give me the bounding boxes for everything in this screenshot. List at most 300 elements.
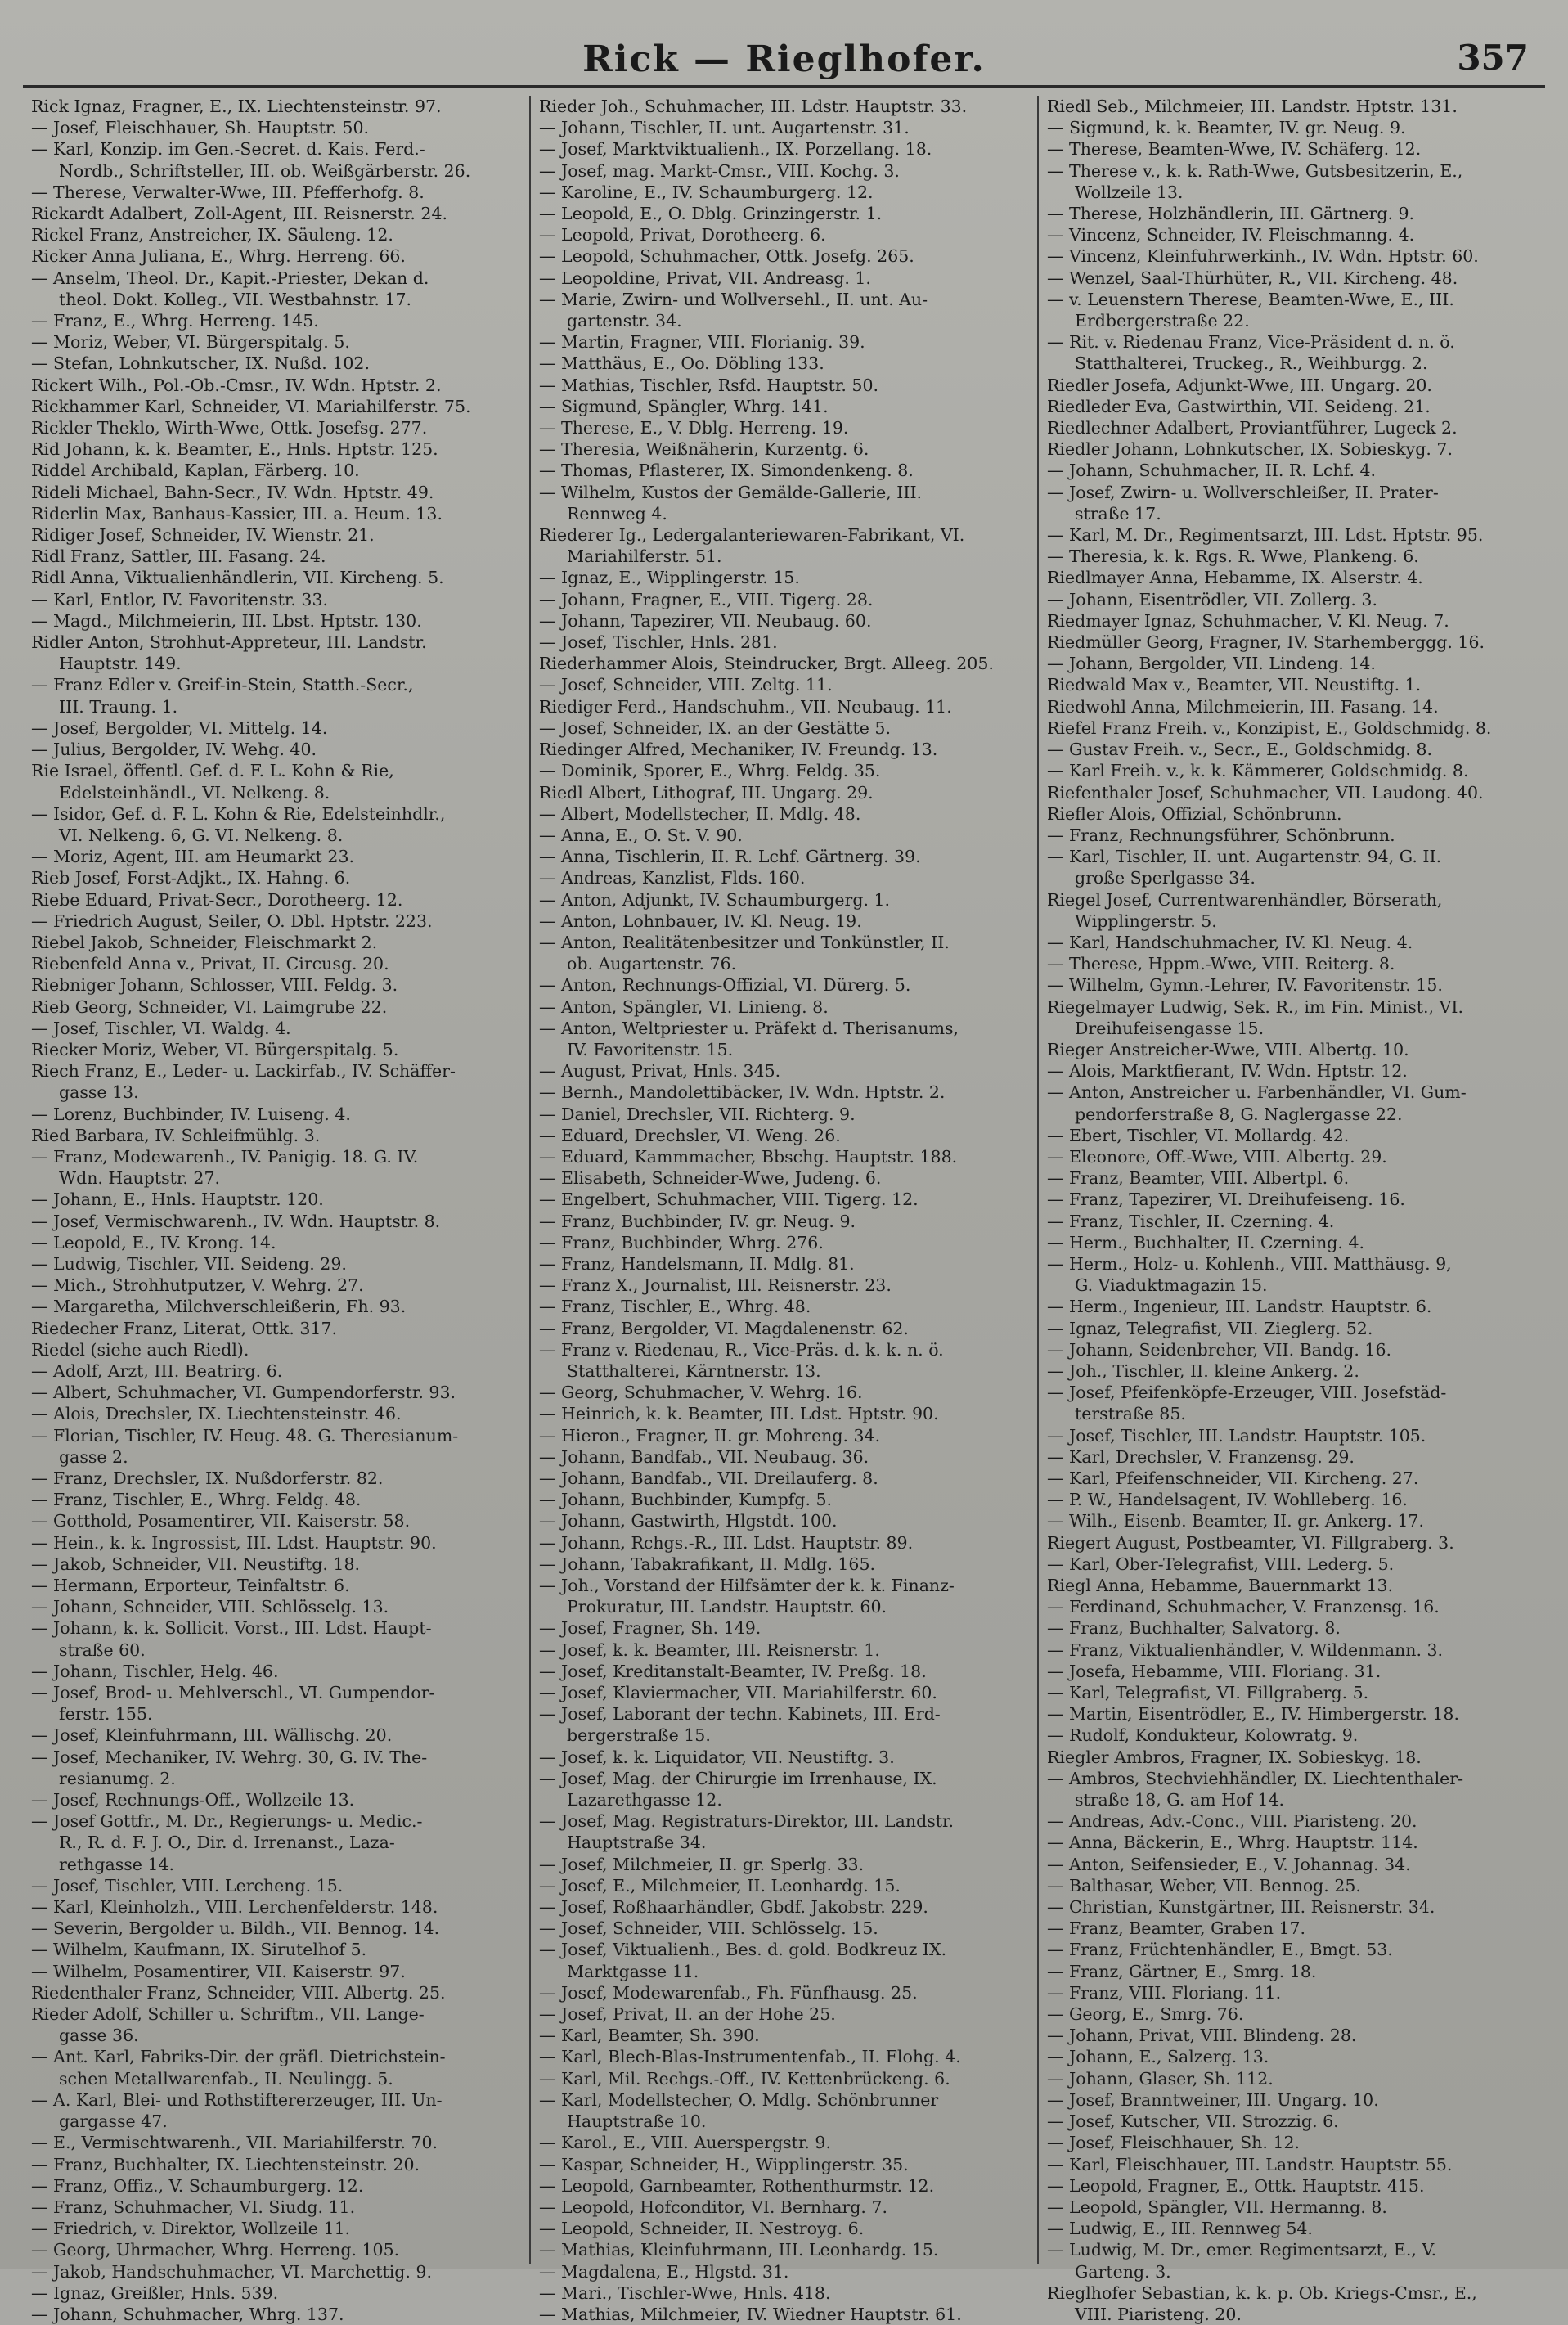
directory-sub-entry: — Josefa, Hebamme, VIII. Floriang. 31.: [1047, 1661, 1382, 1681]
directory-entry-continuation: Rennweg 4.: [567, 503, 667, 524]
directory-sub-entry: — Leopold, Privat, Dorotheerg. 6.: [539, 225, 826, 245]
directory-entry-continuation: Dreihufeisengasse 15.: [1075, 1018, 1265, 1038]
directory-entry-continuation: Statthalterei, Truckeg., R., Weihburgg. 2.: [1075, 353, 1428, 374]
directory-sub-entry: — Hein., k. k. Ingrossist, III. Ldst. Hauptstr. 90.: [31, 1532, 437, 1553]
directory-sub-entry: — Elisabeth, Schneider-Wwe, Judeng. 6.: [539, 1168, 882, 1189]
directory-entry: Riegler Ambros, Fragner, IX. Sobieskyg. 18.: [1047, 1747, 1422, 1767]
directory-sub-entry: — Josef, Kutscher, VII. Strozzig. 6.: [1047, 2111, 1339, 2132]
directory-sub-entry: — Magdalena, E., Hlgstd. 31.: [539, 2261, 789, 2282]
directory-sub-entry: — Johann, Bergolder, VII. Lindeng. 14.: [1047, 654, 1376, 674]
directory-sub-entry: — Franz, Buchhalter, Salvatorg. 8.: [1047, 1618, 1341, 1639]
directory-sub-entry: — Mari., Tischler-Wwe, Hnls. 418.: [539, 2282, 831, 2303]
directory-entry: Rieb Josef, Forst-Adjkt., IX. Hahng. 6.: [31, 868, 351, 888]
directory-sub-entry: — Karl, Tischler, II. unt. Augartenstr. 94, G. II.: [1047, 847, 1442, 867]
directory-sub-entry: — Andreas, Adv.-Conc., VIII. Piaristeng. 20.: [1047, 1811, 1417, 1832]
directory-entry-continuation: Hauptstraße 34.: [567, 1833, 707, 1853]
directory-entry: Riedel (siehe auch Riedl).: [31, 1339, 249, 1360]
directory-entry-continuation: straße 18, G. am Hof 14.: [1075, 1790, 1285, 1810]
directory-entry: Riebenfeld Anna v., Privat, II. Circusg. 20.: [31, 954, 389, 974]
directory-sub-entry: — Johann, Gastwirth, Hlgstdt. 100.: [539, 1511, 838, 1531]
directory-sub-entry: — Therese, Hppm.-Wwe, VIII. Reiterg. 8.: [1047, 954, 1395, 974]
directory-entry: Riedler Josefa, Adjunkt-Wwe, III. Ungarg. 20.: [1047, 375, 1432, 395]
directory-sub-entry: — Isidor, Gef. d. F. L. Kohn & Rie, Edelsteinhdlr.,: [31, 803, 446, 824]
directory-sub-entry: — Franz, Viktualienhändler, V. Wildenmann. 3.: [1047, 1639, 1444, 1660]
directory-entry: Riedleder Eva, Gastwirthin, VII. Seideng. 21.: [1047, 396, 1431, 416]
directory-entry: Ried Barbara, IV. Schleifmühlg. 3.: [31, 1125, 321, 1145]
page-header: [23, 33, 1545, 88]
directory-sub-entry: — Josef, Kreditanstalt-Beamter, IV. Preßg. 18.: [539, 1661, 927, 1681]
directory-sub-entry: — Karl, Kleinholzh., VIII. Lerchenfelderstr. 148.: [31, 1897, 438, 1918]
directory-sub-entry: — Wilhelm, Kaufmann, IX. Sirutelhof 5.: [31, 1940, 367, 1960]
directory-entry: Riedl Albert, Lithograf, III. Ungarg. 29.: [539, 782, 874, 803]
directory-sub-entry: — Johann, Schuhmacher, Whrg. 137.: [31, 2304, 344, 2324]
directory-sub-entry: — Josef, Tischler, VIII. Lercheng. 15.: [31, 1875, 344, 1896]
directory-sub-entry: — Julius, Bergolder, IV. Wehg. 40.: [31, 740, 317, 760]
directory-sub-entry: — Kaspar, Schneider, H., Wipplingerstr. 35.: [539, 2154, 909, 2174]
directory-sub-entry: — Eleonore, Off.-Wwe, VIII. Albertg. 29.: [1047, 1146, 1387, 1167]
directory-sub-entry: — Franz, E., Whrg. Herreng. 145.: [31, 311, 319, 331]
directory-sub-entry: — Anton, Rechnungs-Offizial, VI. Dürerg. 5.: [539, 975, 911, 996]
directory-sub-entry: — Karl, Handschuhmacher, IV. Kl. Neug. 4.: [1047, 932, 1413, 952]
directory-entry-continuation: G. Viaduktmagazin 15.: [1075, 1275, 1268, 1296]
directory-sub-entry: — Rudolf, Kondukteur, Kolowratg. 9.: [1047, 1725, 1359, 1746]
directory-sub-entry: — Mathias, Milchmeier, IV. Wiedner Hauptstr. 61.: [539, 2304, 962, 2324]
directory-entry: Rie Israel, öffentl. Gef. d. F. L. Kohn & Rie,: [31, 761, 394, 781]
directory-sub-entry: — Anna, Tischlerin, II. R. Lchf. Gärtnerg. 39.: [539, 847, 921, 867]
directory-sub-entry: — Johann, Fragner, E., VIII. Tigerg. 28.: [539, 589, 874, 609]
directory-sub-entry: — Josef, mag. Markt-Cmsr., VIII. Kochg. 3.: [539, 160, 900, 181]
directory-entry-continuation: Garteng. 3.: [1075, 2261, 1171, 2282]
directory-sub-entry: — Severin, Bergolder u. Bildh., VII. Bennog. 14.: [31, 1918, 440, 1939]
directory-entry: Rickel Franz, Anstreicher, IX. Säuleng. 12.: [31, 225, 393, 245]
directory-sub-entry: — Josef Gottfr., M. Dr., Regierungs- u. Medic.-: [31, 1811, 423, 1832]
directory-sub-entry: — Hermann, Erporteur, Teinfaltstr. 6.: [31, 1576, 350, 1596]
directory-sub-entry: — Karl, Beamter, Sh. 390.: [539, 2026, 760, 2046]
directory-sub-entry: — Johann, Glaser, Sh. 112.: [1047, 2068, 1274, 2089]
directory-sub-entry: — Stefan, Lohnkutscher, IX. Nußd. 102.: [31, 353, 370, 374]
directory-sub-entry: — Leopold, Spängler, VII. Hermanng. 8.: [1047, 2197, 1387, 2217]
directory-entry: Riegert August, Postbeamter, VI. Fillgraberg. 3.: [1047, 1532, 1454, 1553]
directory-sub-entry: — Leopold, E., O. Dblg. Grinzingerstr. 1.: [539, 204, 883, 224]
directory-sub-entry: — Franz, Offiz., V. Schaumburgerg. 12.: [31, 2175, 364, 2196]
directory-sub-entry: — Joh., Tischler, II. kleine Ankerg. 2.: [1047, 1360, 1359, 1381]
directory-sub-entry: — Josef, Milchmeier, II. gr. Sperlg. 33.: [539, 1854, 865, 1874]
directory-sub-entry: — Franz X., Journalist, III. Reisnerstr. 23.: [539, 1275, 892, 1296]
directory-entry-continuation: bergerstraße 15.: [567, 1725, 711, 1746]
directory-entry-continuation: VI. Nelkeng. 6, G. VI. Nelkeng. 8.: [59, 825, 344, 845]
directory-entry: Riedlechner Adalbert, Proviantführer, Lugeck 2.: [1047, 418, 1458, 438]
directory-sub-entry: — Johann, Tabakrafikant, II. Mdlg. 165.: [539, 1554, 876, 1574]
directory-entry: Riebe Eduard, Privat-Secr., Dorotheerg. 12.: [31, 889, 403, 910]
directory-sub-entry: — Heinrich, k. k. Beamter, III. Ldst. Hptstr. 90.: [539, 1404, 939, 1424]
directory-sub-entry: — Anton, Anstreicher u. Farbenhändler, VI. Gum-: [1047, 1082, 1467, 1103]
directory-sub-entry: — Josef, E., Milchmeier, II. Leonhardg. 15.: [539, 1875, 901, 1896]
directory-sub-entry: — Franz, Buchbinder, Whrg. 276.: [539, 1232, 824, 1252]
directory-sub-entry: — Thomas, Pflasterer, IX. Simondenkeng. 8.: [539, 461, 914, 481]
directory-sub-entry: — Karl, Drechsler, V. Franzensg. 29.: [1047, 1446, 1355, 1467]
directory-sub-entry: — Georg, Schuhmacher, V. Wehrg. 16.: [539, 1383, 863, 1403]
directory-sub-entry: — Herm., Ingenieur, III. Landstr. Hauptstr. 6.: [1047, 1297, 1432, 1317]
directory-entry-continuation: Hauptstr. 149.: [59, 654, 182, 674]
directory-entry-continuation: pendorferstraße 8, G. Naglergasse 22.: [1075, 1104, 1403, 1124]
directory-sub-entry: — Leopoldine, Privat, VII. Andreasg. 1.: [539, 268, 871, 288]
directory-sub-entry: — Anton, Seifensieder, E., V. Johannag. 34.: [1047, 1854, 1411, 1874]
directory-entry-continuation: IV. Favoritenstr. 15.: [567, 1039, 734, 1059]
directory-entry: Riedinger Alfred, Mechaniker, IV. Freundg. 13.: [539, 740, 938, 760]
directory-entry: Rick Ignaz, Fragner, E., IX. Liechtensteinstr. 97.: [31, 97, 442, 116]
directory-entry-continuation: ob. Augartenstr. 76.: [567, 954, 737, 974]
directory-entry-continuation: Edelsteinhändl., VI. Nelkeng. 8.: [59, 782, 330, 803]
directory-entry-continuation: gasse 36.: [59, 2026, 139, 2046]
directory-sub-entry: — Karl, Fleischhauer, III. Landstr. Hauptstr. 55.: [1047, 2154, 1453, 2174]
directory-sub-entry: — Josef, Mechaniker, IV. Wehrg. 30, G. IV. The-: [31, 1747, 428, 1767]
directory-sub-entry: — Johann, Schneider, VIII. Schlösselg. 13.: [31, 1597, 389, 1617]
directory-entry: Riedmayer Ignaz, Schuhmacher, V. Kl. Neug. 7.: [1047, 610, 1449, 631]
directory-sub-entry: — Moriz, Agent, III. am Heumarkt 23.: [31, 847, 355, 867]
directory-sub-entry: — Johann, Buchbinder, Kumpfg. 5.: [539, 1490, 833, 1510]
directory-sub-entry: — Josef, Zwirn- u. Wollverschleißer, II. Prater-: [1047, 482, 1439, 502]
directory-sub-entry: — Franz, Tapezirer, VI. Dreihufeiseng. 16.: [1047, 1189, 1405, 1210]
directory-sub-entry: — Anna, Bäckerin, E., Whrg. Hauptstr. 114.: [1047, 1833, 1418, 1853]
directory-sub-entry: — Friedrich, v. Direktor, Wollzeile 11.: [31, 2219, 351, 2239]
directory-sub-entry: — Theresia, Weißnäherin, Kurzentg. 6.: [539, 439, 869, 460]
directory-sub-entry: — Ignaz, E., Wipplingerstr. 15.: [539, 568, 800, 588]
directory-entry: Riedl Seb., Milchmeier, III. Landstr. Hptstr. 131.: [1047, 97, 1458, 116]
directory-sub-entry: — Herm., Holz- u. Kohlenh., VIII. Matthäusg. 9,: [1047, 1253, 1452, 1274]
directory-entry: Riefel Franz Freih. v., Konzipist, E., Goldschmidg. 8.: [1047, 717, 1492, 738]
directory-sub-entry: — Georg, E., Smrg. 76.: [1047, 2004, 1244, 2025]
directory-sub-entry: — Ambros, Stechviehhändler, IX. Liechtenthaler-: [1047, 1768, 1464, 1788]
directory-sub-entry: — Therese, E., V. Dblg. Herreng. 19.: [539, 418, 849, 438]
directory-sub-entry: — Franz, Bergolder, VI. Magdalenenstr. 62.: [539, 1318, 909, 1338]
directory-entry-continuation: straße 17.: [1075, 503, 1161, 524]
directory-sub-entry: — Balthasar, Weber, VII. Bennog. 25.: [1047, 1875, 1361, 1896]
directory-sub-entry: — Mich., Strohhutputzer, V. Wehrg. 27.: [31, 1275, 364, 1296]
directory-sub-entry: — Karl, Blech-Blas-Instrumentenfab., II. Flohg. 4.: [539, 2047, 961, 2067]
directory-sub-entry: — Albert, Modellstecher, II. Mdlg. 48.: [539, 803, 861, 824]
directory-sub-entry: — Franz, Tischler, II. Czerning. 4.: [1047, 1211, 1335, 1231]
directory-sub-entry: — Josef, Privat, II. an der Hohe 25.: [539, 2004, 836, 2025]
directory-sub-entry: — Franz, Beamter, VIII. Albertpl. 6.: [1047, 1168, 1350, 1189]
directory-sub-entry: — Karol., E., VIII. Auerspergstr. 9.: [539, 2133, 831, 2153]
directory-sub-entry: — Josef, Mag. der Chirurgie im Irrenhause, IX.: [539, 1768, 937, 1788]
directory-sub-entry: — Wenzel, Saal-Thürhüter, R., VII. Kircheng. 48.: [1047, 268, 1458, 288]
directory-sub-entry: — Anna, E., O. St. V. 90.: [539, 825, 743, 845]
directory-entry-continuation: Mariahilferstr. 51.: [567, 546, 722, 567]
directory-sub-entry: — Gustav Freih. v., Secr., E., Goldschmidg. 8.: [1047, 740, 1433, 760]
directory-sub-entry: — Wilhelm, Kustos der Gemälde-Gallerie, III.: [539, 482, 923, 502]
directory-entry-continuation: Marktgasse 11.: [567, 1961, 699, 1981]
directory-sub-entry: — Eduard, Drechsler, VI. Weng. 26.: [539, 1125, 841, 1145]
directory-entry: Riderlin Max, Banhaus-Kassier, III. a. Heum. 13.: [31, 503, 443, 524]
directory-entry: Riegl Anna, Hebamme, Bauernmarkt 13.: [1047, 1576, 1394, 1596]
directory-sub-entry: — Leopold, Garnbeamter, Rothenthurmstr. 12.: [539, 2175, 935, 2196]
directory-sub-entry: — Franz, Handelsmann, II. Mdlg. 81.: [539, 1253, 855, 1274]
directory-sub-entry: — Franz, Früchtenhändler, E., Bmgt. 53.: [1047, 1940, 1393, 1960]
directory-sub-entry: — Daniel, Drechsler, VII. Richterg. 9.: [539, 1104, 856, 1124]
directory-entry: Ridl Anna, Viktualienhändlerin, VII. Kircheng. 5.: [31, 568, 444, 588]
directory-sub-entry: — Karl, Entlor, IV. Favoritenstr. 33.: [31, 589, 329, 609]
directory-sub-entry: — Johann, Bandfab., VII. Dreilauferg. 8.: [539, 1468, 878, 1488]
directory-sub-entry: — Ferdinand, Schuhmacher, V. Franzensg. 16.: [1047, 1597, 1440, 1617]
directory-sub-entry: — Martin, Eisentrödler, E., IV. Himbergerstr. 18.: [1047, 1704, 1459, 1725]
directory-sub-entry: — Johann, Tapezirer, VII. Neubaug. 60.: [539, 610, 872, 631]
directory-sub-entry: — Jakob, Handschuhmacher, VI. Marchettig. 9.: [31, 2261, 432, 2282]
directory-sub-entry: — Franz, VIII. Floriang. 11.: [1047, 1982, 1282, 2003]
directory-sub-entry: — Herm., Buchhalter, II. Czerning. 4.: [1047, 1232, 1365, 1252]
directory-entry: Rickert Wilh., Pol.-Ob.-Cmsr., IV. Wdn. Hptstr. 2.: [31, 375, 442, 395]
directory-entry-continuation: große Sperlgasse 34.: [1075, 868, 1256, 888]
directory-sub-entry: — Franz v. Riedenau, R., Vice-Präs. d. k. k. n. ö.: [539, 1339, 944, 1360]
directory-sub-entry: — Christian, Kunstgärtner, III. Reisnerstr. 34.: [1047, 1897, 1435, 1918]
directory-entry-continuation: gasse 2.: [59, 1446, 128, 1467]
directory-sub-entry: — Johann, Seidenbreher, VII. Bandg. 16.: [1047, 1339, 1392, 1360]
directory-sub-entry: — Ebert, Tischler, VI. Mollardg. 42.: [1047, 1125, 1350, 1145]
directory-sub-entry: — Ludwig, M. Dr., emer. Regimentsarzt, E., V.: [1047, 2240, 1437, 2260]
directory-entry-continuation: Lazarethgasse 12.: [567, 1790, 722, 1810]
columns: [23, 96, 1545, 2324]
directory-entry-continuation: Erdbergerstraße 22.: [1075, 311, 1250, 331]
directory-sub-entry: — Vincenz, Kleinfuhrwerkinh., IV. Wdn. Hptstr. 60.: [1047, 246, 1479, 267]
directory-sub-entry: — Karl Freih. v., k. k. Kämmerer, Goldschmidg. 8.: [1047, 761, 1469, 781]
directory-entry-continuation: R., R. d. F. J. O., Dir. d. Irrenanst., Laza-: [59, 1833, 395, 1853]
directory-sub-entry: — Josef, k. k. Liquidator, VII. Neustiftg. 3.: [539, 1747, 895, 1767]
directory-sub-entry: — Leopold, Hofconditor, VI. Bernharg. 7.: [539, 2197, 888, 2217]
directory-sub-entry: — Johann, E., Salzerg. 13.: [1047, 2047, 1269, 2067]
directory-sub-entry: — Theresia, k. k. Rgs. R. Wwe, Plankeng. 6.: [1047, 546, 1419, 567]
directory-sub-entry: — Alois, Drechsler, IX. Liechtensteinstr. 46.: [31, 1404, 402, 1424]
directory-sub-entry: — Wilh., Eisenb. Beamter, II. gr. Ankerg. 17.: [1047, 1511, 1424, 1531]
directory-sub-entry: — Franz, Buchbinder, IV. gr. Neug. 9.: [539, 1211, 856, 1231]
directory-sub-entry: — Josef, Vermischwarenh., IV. Wdn. Hauptstr. 8.: [31, 1211, 441, 1231]
directory-sub-entry: — Anton, Adjunkt, IV. Schaumburgerg. 1.: [539, 889, 891, 910]
directory-entry: Riedlmayer Anna, Hebamme, IX. Alserstr. 4.: [1047, 568, 1423, 588]
directory-entry: Rideli Michael, Bahn-Secr., IV. Wdn. Hptstr. 49.: [31, 482, 434, 502]
directory-sub-entry: — Josef, Pfeifenköpfe-Erzeuger, VIII. Josefstäd-: [1047, 1383, 1447, 1403]
directory-entry: Ridler Anton, Strohhut-Appreteur, III. Landstr.: [31, 632, 427, 653]
directory-entry: Rid Johann, k. k. Beamter, E., Hnls. Hptstr. 125.: [31, 439, 438, 460]
directory-sub-entry: — Adolf, Arzt, III. Beatrirg. 6.: [31, 1360, 283, 1381]
directory-entry-continuation: Wipplingerstr. 5.: [1075, 911, 1217, 931]
directory-sub-entry: — Martin, Fragner, VIII. Florianig. 39.: [539, 332, 865, 353]
directory-entry: Riefler Alois, Offizial, Schönbrunn.: [1047, 803, 1342, 824]
directory-sub-entry: — Franz, Modewarenh., IV. Panigig. 18. G. IV.: [31, 1146, 419, 1167]
directory-sub-entry: — Dominik, Sporer, E., Whrg. Feldg. 35.: [539, 761, 881, 781]
directory-sub-entry: — Johann, k. k. Sollicit. Vorst., III. Ldst. Haupt-: [31, 1618, 432, 1639]
directory-sub-entry: — Josef, Laborant der techn. Kabinets, III. Erd-: [539, 1704, 941, 1725]
directory-sub-entry: — Jakob, Schneider, VII. Neustiftg. 18.: [31, 1554, 361, 1574]
directory-sub-entry: — Josef, Bergolder, VI. Mittelg. 14.: [31, 717, 328, 738]
directory-sub-entry: — Margaretha, Milchverschleißerin, Fh. 93.: [31, 1297, 407, 1317]
directory-sub-entry: — E., Vermischtwarenh., VII. Mariahilferstr. 70.: [31, 2133, 438, 2153]
directory-sub-entry: — Eduard, Kammmacher, Bbschg. Hauptstr. 188.: [539, 1146, 958, 1167]
directory-entry: Ridl Franz, Sattler, III. Fasang. 24.: [31, 546, 326, 567]
directory-sub-entry: — Ignaz, Greißler, Hnls. 539.: [31, 2282, 279, 2303]
directory-entry: Riebniger Johann, Schlosser, VIII. Feldg. 3.: [31, 975, 398, 996]
directory-sub-entry: — Alois, Marktfierant, IV. Wdn. Hptstr. 12.: [1047, 1061, 1408, 1082]
directory-entry: Rickler Theklo, Wirth-Wwe, Ottk. Josefsg. 277.: [31, 418, 428, 438]
directory-entry: Riegelmayer Ludwig, Sek. R., im Fin. Minist., VI.: [1047, 996, 1463, 1017]
directory-sub-entry: — Gotthold, Posamentirer, VII. Kaiserstr. 58.: [31, 1511, 411, 1531]
directory-sub-entry: — Johann, Privat, VIII. Blindeng. 28.: [1047, 2026, 1357, 2046]
directory-sub-entry: — Friedrich August, Seiler, O. Dbl. Hptstr. 223.: [31, 911, 433, 931]
directory-sub-entry: — Josef, Roßhaarhändler, Gbdf. Jakobstr. 229.: [539, 1897, 928, 1918]
directory-sub-entry: — Vincenz, Schneider, IV. Fleischmanng. 4.: [1047, 225, 1415, 245]
directory-sub-entry: — Josef, Tischler, III. Landstr. Hauptstr. 105.: [1047, 1425, 1426, 1446]
directory-sub-entry: — Wilhelm, Posamentirer, VII. Kaiserstr. 97.: [31, 1961, 406, 1981]
directory-sub-entry: — Leopold, Fragner, E., Ottk. Hauptstr. 415.: [1047, 2175, 1425, 2196]
directory-sub-entry: — Johann, Schuhmacher, II. R. Lchf. 4.: [1047, 461, 1377, 481]
directory-entry: Rieb Georg, Schneider, VI. Laimgrube 22.: [31, 996, 388, 1017]
directory-sub-entry: — Josef, Klaviermacher, VII. Mariahilferstr. 60.: [539, 1683, 937, 1703]
directory-entry-continuation: straße 60.: [59, 1639, 146, 1660]
directory-sub-entry: — Josef, Viktualienh., Bes. d. gold. Bodkreuz IX.: [539, 1940, 947, 1960]
directory-entry-continuation: VIII. Piaristeng. 20.: [1075, 2304, 1242, 2324]
directory-sub-entry: — Josef, Brod- u. Mehlverschl., VI. Gumpendor-: [31, 1683, 435, 1703]
directory-entry-continuation: theol. Dokt. Kolleg., VII. Westbahnstr. 17.: [59, 289, 412, 309]
directory-entry: Rickardt Adalbert, Zoll-Agent, III. Reisnerstr. 24.: [31, 204, 448, 224]
directory-sub-entry: — Ludwig, Tischler, VII. Seideng. 29.: [31, 1253, 347, 1274]
directory-sub-entry: — Sigmund, Spängler, Whrg. 141.: [539, 396, 829, 416]
directory-entry: Riederer Ig., Ledergalanteriewaren-Fabrikant, VI.: [539, 525, 965, 546]
directory-entry: Rickhammer Karl, Schneider, VI. Mariahilferstr. 75.: [31, 396, 471, 416]
directory-sub-entry: — Sigmund, k. k. Beamter, IV. gr. Neug. 9.: [1047, 118, 1406, 138]
directory-sub-entry: — Johann, Rchgs.-R., III. Ldst. Hauptstr. 89.: [539, 1532, 914, 1553]
directory-sub-entry: — Marie, Zwirn- und Wollversehl., II. unt. Au-: [539, 289, 928, 309]
directory-sub-entry: — Anton, Lohnbauer, IV. Kl. Neug. 19.: [539, 911, 862, 931]
directory-sub-entry: — Josef, Schneider, VIII. Schlösselg. 15.: [539, 1918, 878, 1939]
directory-entry-continuation: resianumg. 2.: [59, 1768, 176, 1788]
directory-sub-entry: — Therese, Verwalter-Wwe, III. Pfefferhofg. 8.: [31, 182, 425, 202]
directory-entry: Ricker Anna Juliana, E., Whrg. Herreng. 66.: [31, 246, 406, 267]
directory-sub-entry: — Franz Edler v. Greif-in-Stein, Statth.-Secr.,: [31, 675, 414, 695]
directory-sub-entry: — Leopold, Schuhmacher, Ottk. Josefg. 265.: [539, 246, 914, 267]
directory-sub-entry: — Andreas, Kanzlist, Flds. 160.: [539, 868, 806, 888]
directory-sub-entry: — Franz, Rechnungsführer, Schönbrunn.: [1047, 825, 1395, 845]
directory-sub-entry: — Josef, Schneider, VIII. Zeltg. 11.: [539, 675, 833, 695]
directory-entry: Riederhammer Alois, Steindrucker, Brgt. Alleeg. 205.: [539, 654, 994, 674]
directory-entry: Riedecher Franz, Literat, Ottk. 317.: [31, 1318, 338, 1338]
directory-entry: Riedmüller Georg, Fragner, IV. Starhemberggg. 16.: [1047, 632, 1485, 653]
directory-sub-entry: — Engelbert, Schuhmacher, VIII. Tigerg. 12.: [539, 1189, 919, 1210]
directory-entry-continuation: rethgasse 14.: [59, 1854, 175, 1874]
directory-entry-continuation: gargasse 47.: [59, 2111, 168, 2132]
page-number: 357: [1457, 38, 1529, 78]
directory-sub-entry: — Franz, Buchhalter, IX. Liechtensteinstr. 20.: [31, 2154, 420, 2174]
directory-sub-entry: — Johann, Tischler, Helg. 46.: [31, 1661, 279, 1681]
directory-entry-continuation: gasse 13.: [59, 1082, 139, 1103]
directory-sub-entry: — Josef, Mag. Registraturs-Direktor, III. Landstr.: [539, 1811, 955, 1832]
directory-entry: Riedwohl Anna, Milchmeierin, III. Fasang. 14.: [1047, 696, 1439, 717]
directory-sub-entry: — Josef, Schneider, IX. an der Gestätte 5.: [539, 717, 891, 738]
directory-sub-entry: — Franz, Drechsler, IX. Nußdorferstr. 82.: [31, 1468, 384, 1488]
directory-sub-entry: — Bernh., Mandolettibäcker, IV. Wdn. Hptstr. 2.: [539, 1082, 946, 1103]
directory-sub-entry: — Josef, Fragner, Sh. 149.: [539, 1618, 762, 1639]
directory-sub-entry: — Leopold, Schneider, II. Nestroyg. 6.: [539, 2219, 865, 2239]
directory-sub-entry: — Therese, Holzhändlerin, III. Gärtnerg. 9.: [1047, 204, 1415, 224]
directory-sub-entry: — Lorenz, Buchbinder, IV. Luiseng. 4.: [31, 1104, 351, 1124]
directory-sub-entry: — Josef, Tischler, VI. Waldg. 4.: [31, 1018, 291, 1038]
directory-sub-entry: — Leopold, E., IV. Krong. 14.: [31, 1232, 276, 1252]
directory-sub-entry: — Joh., Vorstand der Hilfsämter der k. k. Finanz-: [539, 1576, 955, 1596]
column-1: [23, 96, 531, 2324]
directory-entry: Riecker Moriz, Weber, VI. Bürgerspitalg. 5.: [31, 1039, 399, 1059]
directory-entry-continuation: schen Metallwarenfab., II. Neulingg. 5.: [59, 2068, 393, 2089]
directory-sub-entry: — Albert, Schuhmacher, VI. Gumpendorferstr. 93.: [31, 1383, 456, 1403]
directory-entry: Rieder Joh., Schuhmacher, III. Ldstr. Hauptstr. 33.: [539, 97, 968, 116]
directory-sub-entry: — Karl, Ober-Telegrafist, VIII. Lederg. 5.: [1047, 1554, 1395, 1574]
directory-sub-entry: — Franz, Tischler, E., Whrg. Feldg. 48.: [31, 1490, 362, 1510]
directory-entry-continuation: Nordb., Schriftsteller, III. ob. Weißgärberstr. 26.: [59, 160, 471, 181]
directory-sub-entry: — August, Privat, Hnls. 345.: [539, 1061, 781, 1082]
directory-sub-entry: — Florian, Tischler, IV. Heug. 48. G. Theresianum-: [31, 1425, 459, 1446]
directory-sub-entry: — Johann, Bandfab., VII. Neubaug. 36.: [539, 1446, 869, 1467]
directory-sub-entry: — Josef, Tischler, Hnls. 281.: [539, 632, 778, 653]
directory-sub-entry: — Rit. v. Riedenau Franz, Vice-Präsident d. n. ö.: [1047, 332, 1455, 353]
directory-sub-entry: — Josef, Fleischhauer, Sh. Hauptstr. 50.: [31, 118, 370, 138]
directory-entry: Rieger Anstreicher-Wwe, VIII. Albertg. 10.: [1047, 1039, 1409, 1059]
directory-sub-entry: — P. W., Handelsagent, IV. Wohlleberg. 16.: [1047, 1490, 1408, 1510]
directory-sub-entry: — Josef, Branntweiner, III. Ungarg. 10.: [1047, 2089, 1379, 2110]
directory-entry-continuation: III. Traung. 1.: [59, 696, 178, 717]
directory-sub-entry: — Johann, Tischler, II. unt. Augartenstr. 31.: [539, 118, 910, 138]
directory-entry-continuation: terstraße 85.: [1075, 1404, 1186, 1424]
directory-entry: Rieglhofer Sebastian, k. k. p. Ob. Kriegs-Cmsr., E.,: [1047, 2282, 1477, 2303]
directory-sub-entry: — A. Karl, Blei- und Rothstiftererzeuger, III. Un-: [31, 2089, 443, 2110]
directory-sub-entry: — Georg, Uhrmacher, Whrg. Herreng. 105.: [31, 2240, 400, 2260]
directory-entry-continuation: Hauptstraße 10.: [567, 2111, 707, 2132]
directory-sub-entry: — Josef, Modewarenfab., Fh. Fünfhausg. 25.: [539, 1982, 918, 2003]
directory-entry-continuation: Wdn. Hauptstr. 27.: [59, 1168, 221, 1189]
directory-sub-entry: — Ant. Karl, Fabriks-Dir. der gräfl. Dietrichstein-: [31, 2047, 446, 2067]
directory-sub-entry: — Anton, Realitätenbesitzer und Tonkünstler, II.: [539, 932, 950, 952]
directory-sub-entry: — Karl, Konzip. im Gen.-Secret. d. Kais. Ferd.-: [31, 139, 425, 160]
directory-sub-entry: — Karl, Modellstecher, O. Mdlg. Schönbrunner: [539, 2089, 939, 2110]
directory-sub-entry: — Franz, Tischler, E., Whrg. 48.: [539, 1297, 811, 1317]
directory-sub-entry: — Moriz, Weber, VI. Bürgerspitalg. 5.: [31, 332, 350, 353]
directory-sub-entry: — Anselm, Theol. Dr., Kapit.-Priester, Dekan d.: [31, 268, 429, 288]
directory-sub-entry: — Josef, Rechnungs-Off., Wollzeile 13.: [31, 1790, 355, 1810]
directory-entry-continuation: gartenstr. 34.: [567, 311, 682, 331]
directory-sub-entry: — Johann, Eisentrödler, VII. Zollerg. 3.: [1047, 589, 1377, 609]
directory-entry: Riegel Josef, Currentwarenhändler, Börserath,: [1047, 889, 1443, 910]
directory-sub-entry: — Karoline, E., IV. Schaumburgerg. 12.: [539, 182, 874, 202]
directory-sub-entry: — Karl, Pfeifenschneider, VII. Kircheng. 27.: [1047, 1468, 1419, 1488]
directory-sub-entry: — Franz, Beamter, Graben 17.: [1047, 1918, 1306, 1939]
directory-sub-entry: — Matthäus, E., Oo. Döbling 133.: [539, 353, 824, 374]
directory-sub-entry: — Mathias, Kleinfuhrmann, III. Leonhardg. 15.: [539, 2240, 939, 2260]
column-3: [1039, 96, 1545, 2324]
page-title: Rick — Rieglhofer.: [582, 38, 986, 80]
directory-entry-continuation: Statthalterei, Kärntnerstr. 13.: [567, 1360, 821, 1381]
directory-entry: Riedler Johann, Lohnkutscher, IX. Sobieskyg. 7.: [1047, 439, 1453, 460]
directory-sub-entry: — Karl, Mil. Rechgs.-Off., IV. Kettenbrückeng. 6.: [539, 2068, 950, 2089]
directory-entry: Rieder Adolf, Schiller u. Schriftm., VII. Lange-: [31, 2004, 425, 2025]
directory-entry: Riebel Jakob, Schneider, Fleischmarkt 2.: [31, 932, 378, 952]
directory-sub-entry: — Magd., Milchmeierin, III. Lbst. Hptstr. 130.: [31, 610, 422, 631]
directory-sub-entry: — v. Leuenstern Therese, Beamten-Wwe, E., III.: [1047, 289, 1454, 309]
directory-entry: Riedwald Max v., Beamter, VII. Neustiftg. 1.: [1047, 675, 1422, 695]
directory-entry-continuation: Wollzeile 13.: [1075, 182, 1184, 202]
directory-sub-entry: — Anton, Spängler, VI. Linieng. 8.: [539, 996, 829, 1017]
directory-sub-entry: — Karl, Telegrafist, VI. Fillgraberg. 5.: [1047, 1683, 1369, 1703]
directory-sub-entry: — Therese v., k. k. Rath-Wwe, Gutsbesitzerin, E.,: [1047, 160, 1463, 181]
directory-entry-continuation: ferstr. 155.: [59, 1704, 153, 1725]
directory-entry: Ridiger Josef, Schneider, IV. Wienstr. 21.: [31, 525, 375, 546]
directory-sub-entry: — Johann, E., Hnls. Hauptstr. 120.: [31, 1189, 324, 1210]
directory-sub-entry: — Wilhelm, Gymn.-Lehrer, IV. Favoritenstr. 15.: [1047, 975, 1443, 996]
directory-sub-entry: — Franz, Schuhmacher, VI. Siudg. 11.: [31, 2197, 356, 2217]
